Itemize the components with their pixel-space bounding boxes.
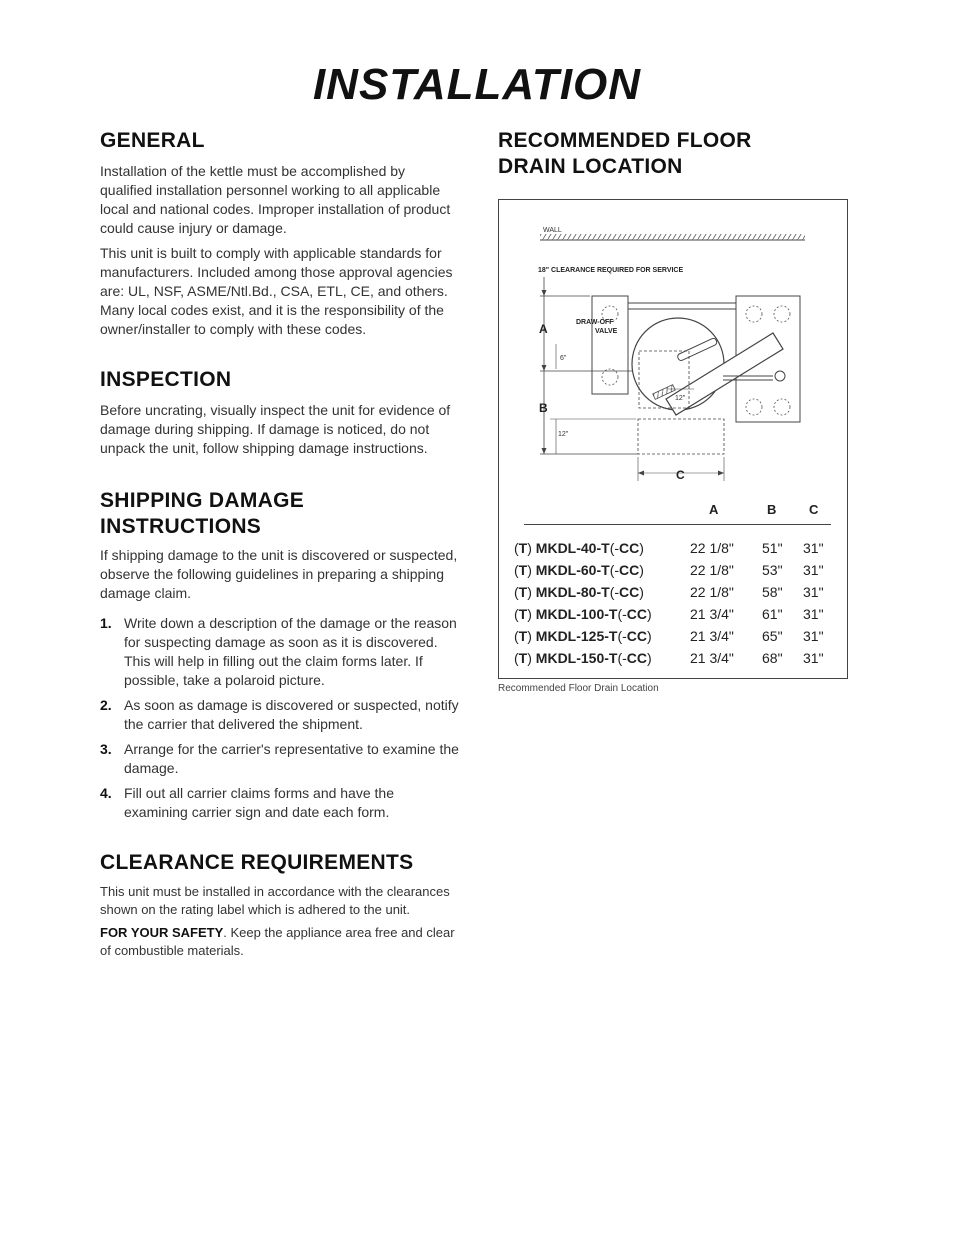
value-a: 21 3/4" (690, 650, 734, 666)
clearance-section (100, 850, 460, 959)
bolt-hole-icon (774, 399, 790, 415)
left-column (100, 128, 460, 959)
value-c: 31" (803, 628, 824, 644)
bolt-hole-icon (746, 399, 762, 415)
clearance-paragraph: This unit must be installed in accordance with the clearances shown on the rating label which is adhered to the unit. (100, 884, 450, 917)
arrow-icon (542, 365, 547, 371)
value-a: 21 3/4" (690, 628, 734, 644)
safety-label: FOR YOUR SAFETY (100, 925, 224, 940)
step-number: 4. (100, 785, 112, 801)
value-c: 31" (803, 606, 824, 622)
table-header-rule (524, 524, 831, 525)
model-cell: (T) MKDL-60-T(-CC) (514, 562, 644, 578)
value-b: 68" (762, 650, 783, 666)
shipping-heading-line-2: INSTRUCTIONS (100, 515, 262, 538)
list-item (100, 696, 460, 734)
general-heading: GENERAL (100, 129, 205, 152)
arrow-icon (718, 471, 724, 476)
general-paragraph-2: This unit is built to comply with applicable standards for manufacturers. Included among those approval agencies are: UL, NSF, ASME/Ntl.Bd., CSA, ETL, CE, and others. Many local codes exist, and it is the responsibility of the owner/installer to comply with these codes. (100, 245, 453, 337)
model-cell: (T) MKDL-40-T(-CC) (514, 540, 644, 556)
safety-text: . Keep the appliance area free and clear of combustible materials. (100, 925, 455, 958)
value-b: 51" (762, 540, 783, 556)
bolt-hole-icon (746, 306, 762, 322)
value-c: 31" (803, 562, 824, 578)
step-text: Write down a description of the damage or the reason for suspecting damage as soon as it is discovered. This will help in filling out the claim forms later. If possible, take a polaroid picture. (124, 615, 457, 688)
inspection-paragraph: Before uncrating, visually inspect the unit for evidence of damage during shipping. If damage is noticed, do not unpack the unit, follow shipping damage instructions. (100, 402, 451, 456)
drain-heading-line-1: RECOMMENDED FLOOR (498, 129, 752, 152)
value-b: 61" (762, 606, 783, 622)
floor-drain-outline (638, 419, 724, 454)
list-item (100, 614, 460, 690)
list-item (100, 784, 460, 822)
drain-heading (498, 128, 858, 180)
value-c: 31" (803, 540, 824, 556)
value-c: 31" (803, 650, 824, 666)
clearance-note: 18" CLEARANCE REQUIRED FOR SERVICE (538, 267, 684, 274)
right-column (498, 128, 858, 180)
label-a: A (539, 322, 548, 336)
shipping-intro: If shipping damage to the unit is discovered or suspected, observe the following guidelines in preparing a shipping damage claim. (100, 547, 458, 601)
value-a: 21 3/4" (690, 606, 734, 622)
label-b: B (539, 401, 548, 415)
knob-icon (775, 371, 785, 381)
drain-heading-line-2: DRAIN LOCATION (498, 155, 683, 178)
shipping-heading-line-1: SHIPPING DAMAGE (100, 489, 305, 512)
general-section (100, 128, 460, 339)
clearance-heading: CLEARANCE REQUIREMENTS (100, 851, 414, 874)
value-c: 31" (803, 584, 824, 600)
dim-12-left-label: 12" (558, 431, 569, 438)
general-paragraph-1: Installation of the kettle must be accomplished by qualified installation personnel working to all applicable local and national codes. Improper installation of product could cause injury or damage. (100, 163, 451, 236)
model-cell: (T) MKDL-150-T(-CC) (514, 650, 652, 666)
drain-diagram (498, 199, 848, 499)
safety-paragraph (100, 924, 460, 959)
value-a: 22 1/8" (690, 562, 734, 578)
model-cell: (T) MKDL-100-T(-CC) (514, 606, 652, 622)
page-title: INSTALLATION (312, 60, 642, 109)
step-text: As soon as damage is discovered or suspected, notify the carrier that delivered the shipment. (124, 697, 459, 732)
list-item (100, 740, 460, 778)
value-a: 22 1/8" (690, 540, 734, 556)
dim-6-label: 6" (560, 355, 567, 362)
table-header-b: B (767, 502, 777, 517)
arrow-icon (542, 290, 547, 296)
model-cell: (T) MKDL-80-T(-CC) (514, 584, 644, 600)
shipping-heading (100, 488, 460, 540)
valve-label-line-2: VALVE (595, 328, 618, 335)
value-a: 22 1/8" (690, 584, 734, 600)
bolt-hole-icon (774, 306, 790, 322)
wall-label: WALL (543, 227, 562, 234)
step-number: 1. (100, 615, 112, 631)
left-leg-plate (592, 296, 628, 394)
table-header-c: C (809, 502, 819, 517)
wall-hatch (540, 234, 805, 240)
value-b: 58" (762, 584, 783, 600)
arrow-icon (542, 448, 547, 454)
value-b: 53" (762, 562, 783, 578)
shipping-section (100, 488, 460, 822)
label-c: C (676, 468, 685, 482)
diagram-caption: Recommended Floor Drain Location (498, 683, 659, 694)
inspection-heading: INSPECTION (100, 368, 232, 391)
model-cell: (T) MKDL-125-T(-CC) (514, 628, 652, 644)
value-b: 65" (762, 628, 783, 644)
table-header-a: A (709, 502, 719, 517)
shipping-steps-list (100, 614, 460, 822)
step-text: Arrange for the carrier's representative to examine the damage. (124, 741, 459, 776)
step-text: Fill out all carrier claims forms and have the examining carrier sign and date each form. (124, 785, 394, 820)
inspection-section (100, 367, 460, 458)
valve-label-line-1: DRAW-OFF (576, 319, 614, 326)
step-number: 3. (100, 741, 112, 757)
dim-12-inner-label: 12" (675, 395, 686, 402)
step-number: 2. (100, 697, 112, 713)
arrow-icon (638, 471, 644, 476)
